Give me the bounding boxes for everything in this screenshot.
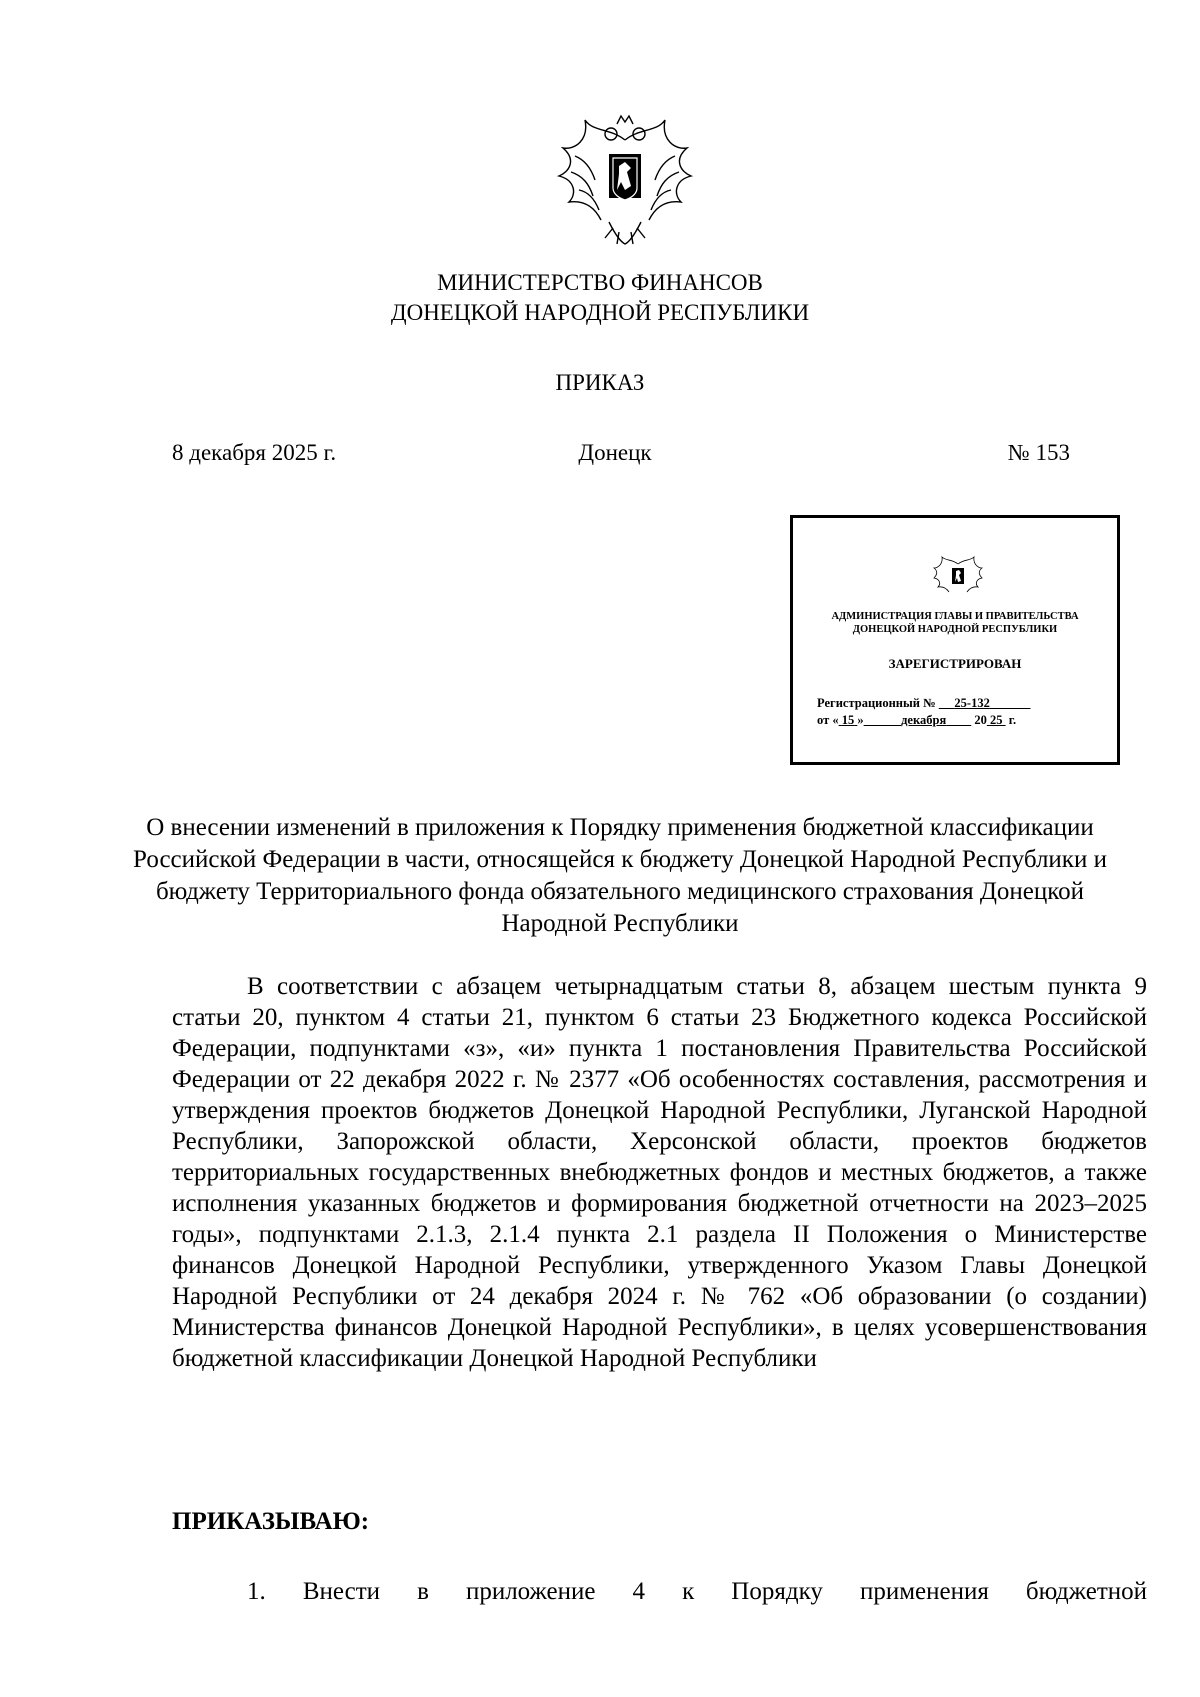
order-heading: ПРИКАЗЫВАЮ: <box>172 1508 370 1535</box>
document-date: 8 декабря 2025 г. <box>172 440 337 465</box>
body-paragraph: В соответствии с абзацем четырнадцатым статьи 8, абзацем шестым пункта 9 статьи 20, пунктом 4 статьи 21, пунктом 6 статьи 23 Бюджетного кодекса Российской Федерации, подпунктами «з», «и» пункта 1 постановления Правительства Российской Федерации от 22 декабря 2022 г. № 2377 «Об особенностях составления, рассмотрения и утверждения проектов бюджетов Донецкой Народной Республики, Луганской Народной Республики, Запорожской области, Херсонской области, проектов бюджетов территориальных государственных внебюджетных фондов и местных бюджетов, а также исполнения указанных бюджетов и формирования бюджетной отчетности на 2023–2025 годы», подпунктами 2.1.3, 2.1.4 пункта 2.1 раздела II Положения о Министерстве финансов Донецкой Народной Республики, утвержденного Указом Главы Донецкой Народной Республики от 24 декабря 2024 г. № 762 «Об образовании (о создании) Министерства финансов Донецкой Народной Республики», в целях усовершенствования бюджетной классификации Донецкой Народной Республики <box>172 973 1147 1372</box>
stamp-reg-label: Регистрационный № <box>817 696 936 710</box>
stamp-emblem-icon <box>933 556 983 594</box>
stamp-day: 15 <box>841 713 855 727</box>
stamp-month: декабря <box>901 713 947 727</box>
document-type: ПРИКАЗ <box>555 370 645 395</box>
stamp-registration-line <box>817 696 1030 711</box>
coat-of-arms-emblem <box>555 110 695 250</box>
stamp-date-line <box>817 713 1016 728</box>
stamp-reg-number: 25-132 <box>954 696 990 710</box>
ministry-name-line-2: ДОНЕЦКОЙ НАРОДНОЙ РЕСПУБЛИКИ <box>390 300 810 325</box>
document-subject: О внесении изменений в приложения к Порядку применения бюджетной классификации Российской Федерации в части, относящейся к бюджету Донецкой Народной Республики и бюджету Территориального фонда обязательного медицинского страхования Донецкой Народной Республики <box>133 814 1107 937</box>
stamp-day-close: » <box>857 713 864 727</box>
stamp-year-unit: г. <box>1008 713 1017 727</box>
order-point-1: 1. Внести в приложение 4 к Порядку применения бюджетной <box>247 1578 1147 1605</box>
registration-stamp <box>790 515 1120 765</box>
document-city: Донецк <box>578 440 652 465</box>
document-number: № 153 <box>1007 440 1070 465</box>
stamp-org-line-1: АДМИНИСТРАЦИЯ ГЛАВЫ И ПРАВИТЕЛЬСТВА <box>831 611 1079 622</box>
stamp-title: ЗАРЕГИСТРИРОВАН <box>888 656 1022 671</box>
stamp-from-label: от « <box>817 713 839 727</box>
stamp-year-suffix: 25 <box>989 713 1003 727</box>
ministry-name-line-1: МИНИСТЕРСТВО ФИНАНСОВ <box>437 270 763 295</box>
stamp-year-prefix: 20 <box>974 713 987 727</box>
stamp-org-line-2: ДОНЕЦКОЙ НАРОДНОЙ РЕСПУБЛИКИ <box>852 624 1058 635</box>
